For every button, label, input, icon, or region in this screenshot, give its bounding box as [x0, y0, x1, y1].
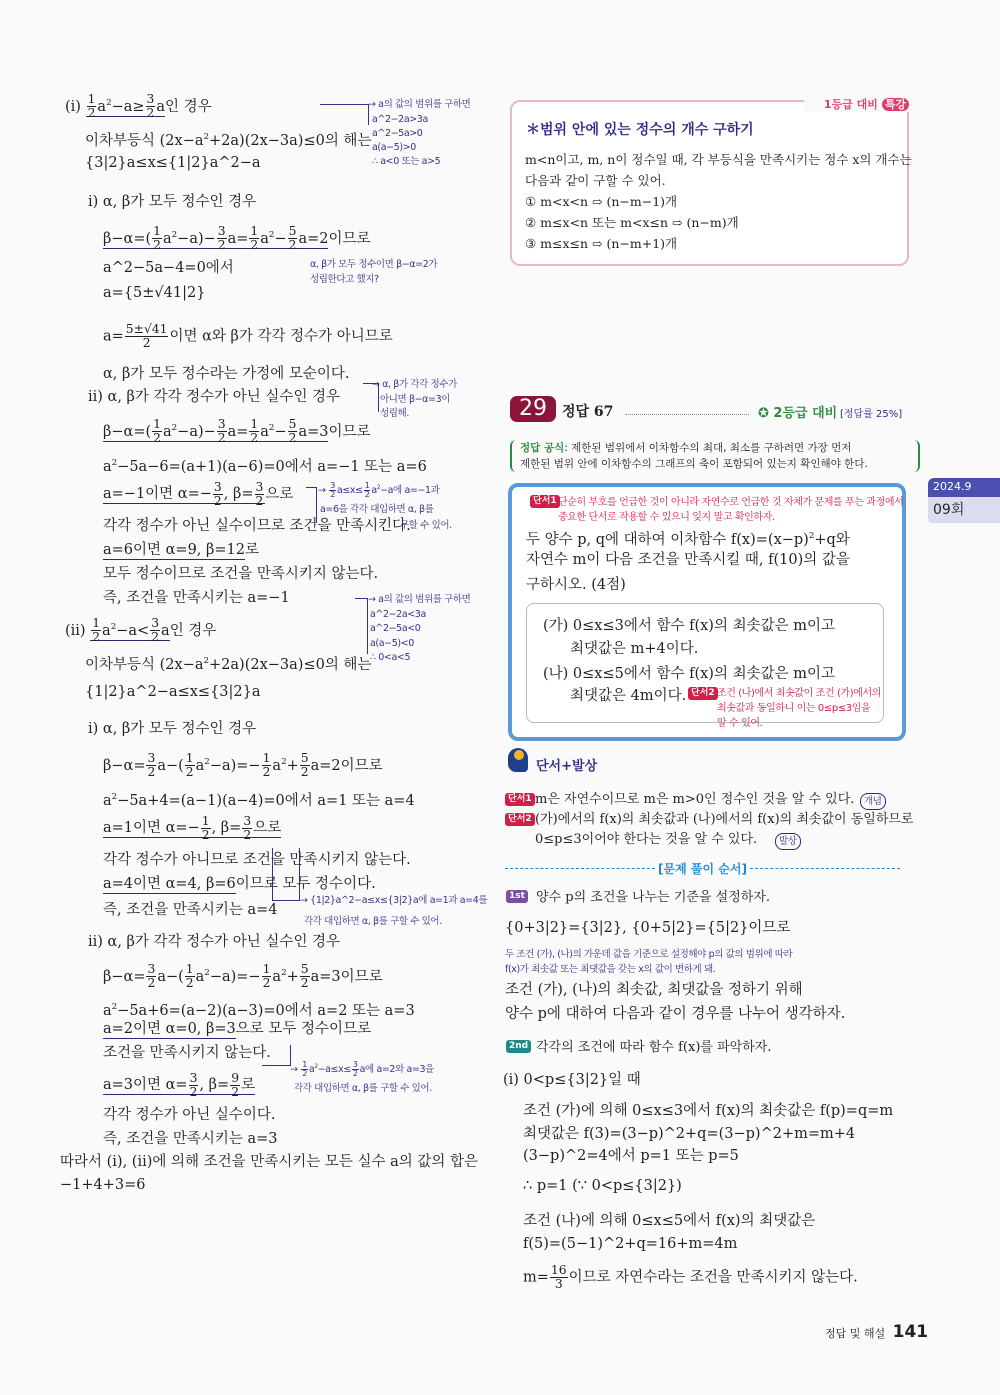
margin-note: → a의 값의 범위를 구하면	[368, 594, 471, 605]
solution-case-line: ∴ p=1 (∵ 0<p≤{3|2})	[523, 1178, 682, 1194]
condition-line: (나) 0≤x≤5에서 함수 f(x)의 최솟값은 m이고	[543, 666, 835, 682]
problem-stem: 두 양수 p, q에 대하여 이차함수 $f(x)=(x-p)^2+q$와	[526, 531, 850, 548]
margin-note: → α, β가 각각 정수가	[372, 379, 457, 390]
special-line: ② m≤x<n 또는 m<x≤n ⇨ (n−m)개	[525, 215, 739, 230]
solution-line: $a^2-5a+6=(a-2)(a-3)=0$에서 a=2 또는 a=3	[103, 1002, 415, 1019]
solution-line: (ii) $\frac{1}{2}$ $a^2-a<$ $\frac{3}{2}$ a인 경우	[65, 616, 217, 645]
solution-case-line: 조건 (가)에 의해 0≤x≤3에서 f(x)의 최솟값은 f(p)=q=m	[523, 1103, 894, 1119]
solution-case-line: f(5)=(5−1)^2+q=16+m=4m	[523, 1236, 738, 1252]
solution-line: 즉, 조건을 만족시키는 a=4	[103, 902, 278, 918]
special-line: ③ m≤x≤n ⇨ (n−m+1)개	[525, 236, 678, 251]
margin-note: 아니면 β−α=3이	[380, 394, 451, 405]
margin-note: → $\frac{3}{2}$ a≤x≤ $\frac{1}{2}$ $a^2-a$에 a=−1과	[318, 480, 440, 500]
margin-note: a^2−2a<3a	[370, 609, 426, 620]
level-badge: ✪ 2등급 대비	[758, 406, 838, 421]
solution-line: β−α= $\frac{3}{2}$ a−( $\frac{1}{2}$ $a^2-a)=-$ $\frac{1}{2}$ $a^2+$ $\frac{5}{2}$ a=2이므로	[103, 751, 383, 780]
margin-note: → $\frac{1}{2}$ $a^2-a\le x\le$ $\frac{3}{2}$ a에 a=2와 a=3을	[290, 1059, 434, 1079]
hint1-text: 중요한 단서로 작용할 수 있으니 잊지 말고 확인하자.	[558, 512, 775, 523]
solution-line: β−α=( $\frac{1}{2}$ $a^2-a)-$ $\frac{3}{2}$ a= $\frac{1}{2}$ $a^2-$ $\frac{5}{2}$ a=3이므로	[103, 417, 371, 446]
margin-note: a^2−5a<0	[370, 623, 421, 634]
concept-tag: 개념	[860, 793, 886, 810]
margin-note: a^2−2a>3a	[372, 114, 428, 125]
solution-line: $a^2-5a+4=(a-1)(a-4)=0$에서 a=1 또는 a=4	[103, 792, 415, 809]
condition-line: 최댓값은 m+4이다.	[570, 641, 699, 657]
solution-line: a=6이면 α=9, β=12로	[103, 542, 260, 558]
solution-case-line: m= $\frac{16}{3}$ 이므로 자연수라는 조건을 만족시키지 않는다.	[523, 1263, 858, 1291]
margin-note: 성립한다고 했지?	[310, 274, 379, 285]
formula-line: : 제한된 범위에서 이차함수의 최대, 최소를 구하려면 가장 먼저	[564, 442, 852, 454]
hint2-text: 알 수 있어.	[717, 718, 763, 729]
step2-text: 각각의 조건에 따라 함수 f(x)를 파악하자.	[536, 1040, 772, 1055]
special-title: ＊범위 안에 있는 정수의 개수 구하기	[526, 122, 754, 138]
bulb-head-icon	[508, 748, 528, 772]
margin-note: ∴ a<0 또는 a>5	[372, 156, 441, 167]
special-tab-label: 1등급 대비	[823, 98, 878, 111]
solution-line: β−α=( $\frac{1}{2}$ $a^2-a)-$ $\frac{3}{2}$ a= $\frac{1}{2}$ $a^2-$ $\frac{5}{2}$ a=2이므로	[103, 224, 371, 253]
solution-line: a=−1이면 α=− $\frac{3}{2}$ , β= $\frac{3}{2}$ 으로	[103, 480, 294, 508]
solution-line: a= $\frac{5\pm√41}{2}$ 이면 α와 β가 각각 정수가 아니므로	[103, 322, 393, 350]
special-line: m<n이고, m, n이 정수일 때, 각 부등식을 만족시키는 정수 x의 개수는	[525, 152, 912, 167]
level-label: 2등급 대비	[773, 406, 838, 421]
margin-note: α, β가 모두 정수이면 β−α=2가	[310, 259, 438, 270]
solution-line: (i) $\frac{1}{2}$ $a^2-a\ge$ $\frac{3}{2}$ a인 경우	[65, 92, 212, 121]
margin-note: 각각 대입하면 α, β를 구할 수 있어.	[304, 916, 442, 927]
solution-line: a=2이면 α=0, β=3으로 모두 정수이므로	[103, 1021, 372, 1037]
hint1-text: 단순히 부호를 언급한 것이 아니라 자연수로 언급한 것 자체가 문제를 푸는 과정에서	[558, 497, 904, 508]
dotted-leader	[625, 414, 749, 415]
solution-line: a^2−5a−4=0에서	[103, 260, 234, 276]
solution-line: 즉, 조건을 만족시키는 a=−1	[103, 590, 290, 606]
page-number: 141	[892, 1322, 929, 1342]
solution-line: 각각 정수가 아닌 실수이므로 조건을 만족시킨다.	[103, 518, 411, 534]
clue2-text: 0≤p≤3이어야 한다는 것을 알 수 있다.	[535, 832, 758, 847]
solution-line: 각각 정수가 아닌 실수이다.	[103, 1107, 276, 1123]
solution-line: 양수 p에 대하여 다음과 같이 경우를 나누어 생각하자.	[505, 1006, 846, 1022]
margin-note: 각각 대입하면 α, β를 구할 수 있어.	[294, 1083, 432, 1094]
solution-line: ii) α, β가 각각 정수가 아닌 실수인 경우	[88, 389, 341, 405]
correct-rate: [정답률 25%]	[840, 409, 903, 420]
margin-note: 구할 수 있어.	[400, 520, 452, 531]
solution-line: −1+4+3=6	[60, 1177, 146, 1193]
solution-case-line: 조건 (나)에 의해 0≤x≤5에서 f(x)의 최댓값은	[523, 1213, 816, 1229]
margin-note: a(a−5)>0	[372, 142, 416, 153]
condition-line: 최댓값은 4m이다.	[570, 688, 687, 704]
special-tab-badge: 특강	[882, 98, 909, 111]
answer-label: 정답 67	[562, 404, 614, 420]
hint1-badge: 단서1	[530, 495, 560, 508]
formula-box	[510, 440, 920, 472]
solution-line: 따라서 (i), (ii)에 의해 조건을 만족시키는 모든 실수 a의 값의 합은	[60, 1154, 479, 1170]
solution-line: $a^2-5a-6=(a+1)(a-6)=0$에서 a=−1 또는 a=6	[103, 458, 427, 475]
solution-line: i) α, β가 모두 정수인 경우	[88, 194, 257, 210]
solution-line: ii) α, β가 각각 정수가 아닌 실수인 경우	[88, 934, 341, 950]
problem-stem: 자연수 m이 다음 조건을 만족시킬 때, f(10)의 값을	[526, 552, 850, 568]
margin-note: a=6을 각각 대입하면 α, β를	[320, 504, 434, 515]
special-line: 다음과 같이 구할 수 있어.	[525, 173, 666, 188]
solution-line: 조건 (가), (나)의 최솟값, 최댓값을 정하기 위해	[505, 982, 803, 998]
special-line: ① m<x<n ⇨ (n−m−1)개	[525, 194, 678, 209]
solution-line: 모두 정수이므로 조건을 만족시키지 않는다.	[103, 566, 379, 582]
footer-label: 정답 및 해설	[825, 1327, 886, 1340]
margin-note: ∴ 0<a<5	[370, 652, 411, 663]
solution-line: a=4이면 α=4, β=6이므로 모두 정수이다.	[103, 876, 376, 892]
solution-line: α, β가 모두 정수라는 가정에 모순이다.	[103, 366, 350, 382]
step1-text: 양수 p의 조건을 나누는 기준을 설정하자.	[536, 890, 771, 905]
problem-number: 29	[510, 396, 556, 422]
special-tab	[804, 96, 911, 112]
solution-case-line: (i) 0<p≤{3|2}일 때	[503, 1072, 641, 1088]
margin-note: → {1|2}a^2−a≤x≤{3|2}a에 a=1과 a=4를	[300, 895, 488, 906]
solution-line: a=1이면 α=− $\frac{1}{2}$ , β= $\frac{3}{2}$ 으로	[103, 814, 282, 842]
hint2-text: 조건 (나)에서 최솟값이 조건 (가)에서의	[717, 688, 882, 699]
formula-line: 제한된 범위 안에 이차함수의 그래프의 축이 포함되어 있는지 확인해야 한다.	[520, 458, 868, 470]
solution-line: 각각 정수가 아니므로 조건을 만족시키지 않는다.	[103, 852, 411, 868]
solution-line: i) α, β가 모두 정수인 경우	[88, 721, 257, 737]
margin-note: a(a−5)<0	[370, 638, 414, 649]
solution-line: {1|2}a^2−a≤x≤{3|2}a	[85, 684, 261, 700]
clue2-badge: 단서2	[505, 813, 535, 826]
solution-line: {3|2}a≤x≤{1|2}a^2−a	[85, 155, 261, 171]
side-tab-round: 09회	[928, 497, 1000, 523]
solution-line: 즉, 조건을 만족시키는 a=3	[103, 1131, 278, 1147]
order-divider	[505, 860, 900, 877]
margin-note: → a의 값의 범위를 구하면	[368, 99, 471, 110]
solution-line: 이차부등식 $(2x-a^2+2a)(2x-3a)\le 0$의 해는	[85, 656, 372, 673]
problem-stem: 구하시오. (4점)	[526, 577, 626, 593]
clue2-text: (가)에서의 f(x)의 최솟값과 (나)에서의 f(x)의 최솟값이 동일하므로	[535, 812, 914, 827]
formula-label: 정답 공식	[520, 442, 565, 454]
step1-badge: 1st	[506, 890, 528, 903]
hint2-text: 최솟값과 동일하니 이는 0≤p≤3임을	[717, 703, 871, 714]
condition-line: (가) 0≤x≤3에서 함수 f(x)의 최솟값은 m이고	[543, 618, 835, 634]
side-tab-year: 2024.9	[928, 478, 1000, 497]
solution-line: a=3이면 α= $\frac{3}{2}$ , β= $\frac{9}{2}$ 로	[103, 1071, 256, 1099]
step1-calc: {0+3|2}={3|2}, {0+5|2}={5|2}이므로	[505, 920, 791, 936]
margin-note: a^2−5a>0	[372, 128, 423, 139]
idea-tag: 발상	[775, 833, 801, 850]
hint2-badge: 단서2	[688, 687, 718, 700]
note-connector	[320, 104, 369, 125]
solution-case-line: (3−p)^2=4에서 p=1 또는 p=5	[523, 1148, 739, 1164]
step2-badge: 2nd	[506, 1040, 531, 1053]
step1-note: 두 조건 (가), (나)의 가운데 값을 기준으로 설정해야 p의 값의 범위에 따라	[505, 949, 793, 960]
clue1-text: m은 자연수이므로 m은 m>0인 정수인 것을 알 수 있다.	[535, 792, 855, 807]
note-connector	[355, 598, 368, 654]
footer	[825, 1322, 928, 1342]
solution-line: 이차부등식 $(2x-a^2+2a)(2x-3a)\le 0$의 해는	[85, 132, 372, 149]
clue-title: 단서+발상	[536, 759, 598, 774]
margin-note: 성립해.	[380, 408, 409, 419]
side-tab	[928, 478, 1000, 524]
solution-line: 조건을 만족시키지 않는다.	[103, 1045, 271, 1061]
order-title: [문제 풀이 순서]	[658, 862, 747, 876]
solution-line: β−α= $\frac{3}{2}$ a−( $\frac{1}{2}$ $a^2-a)=-$ $\frac{1}{2}$ $a^2+$ $\frac{5}{2}$ a=3이므로	[103, 962, 383, 991]
step1-note: f(x)가 최솟값 또는 최댓값을 갖는 x의 값이 변하게 돼.	[505, 964, 716, 975]
clue1-badge: 단서1	[505, 793, 535, 806]
solution-line: a={5±√41|2}	[103, 285, 206, 301]
solution-case-line: 최댓값은 f(3)=(3−p)^2+q=(3−p)^2+m=m+4	[523, 1126, 856, 1142]
